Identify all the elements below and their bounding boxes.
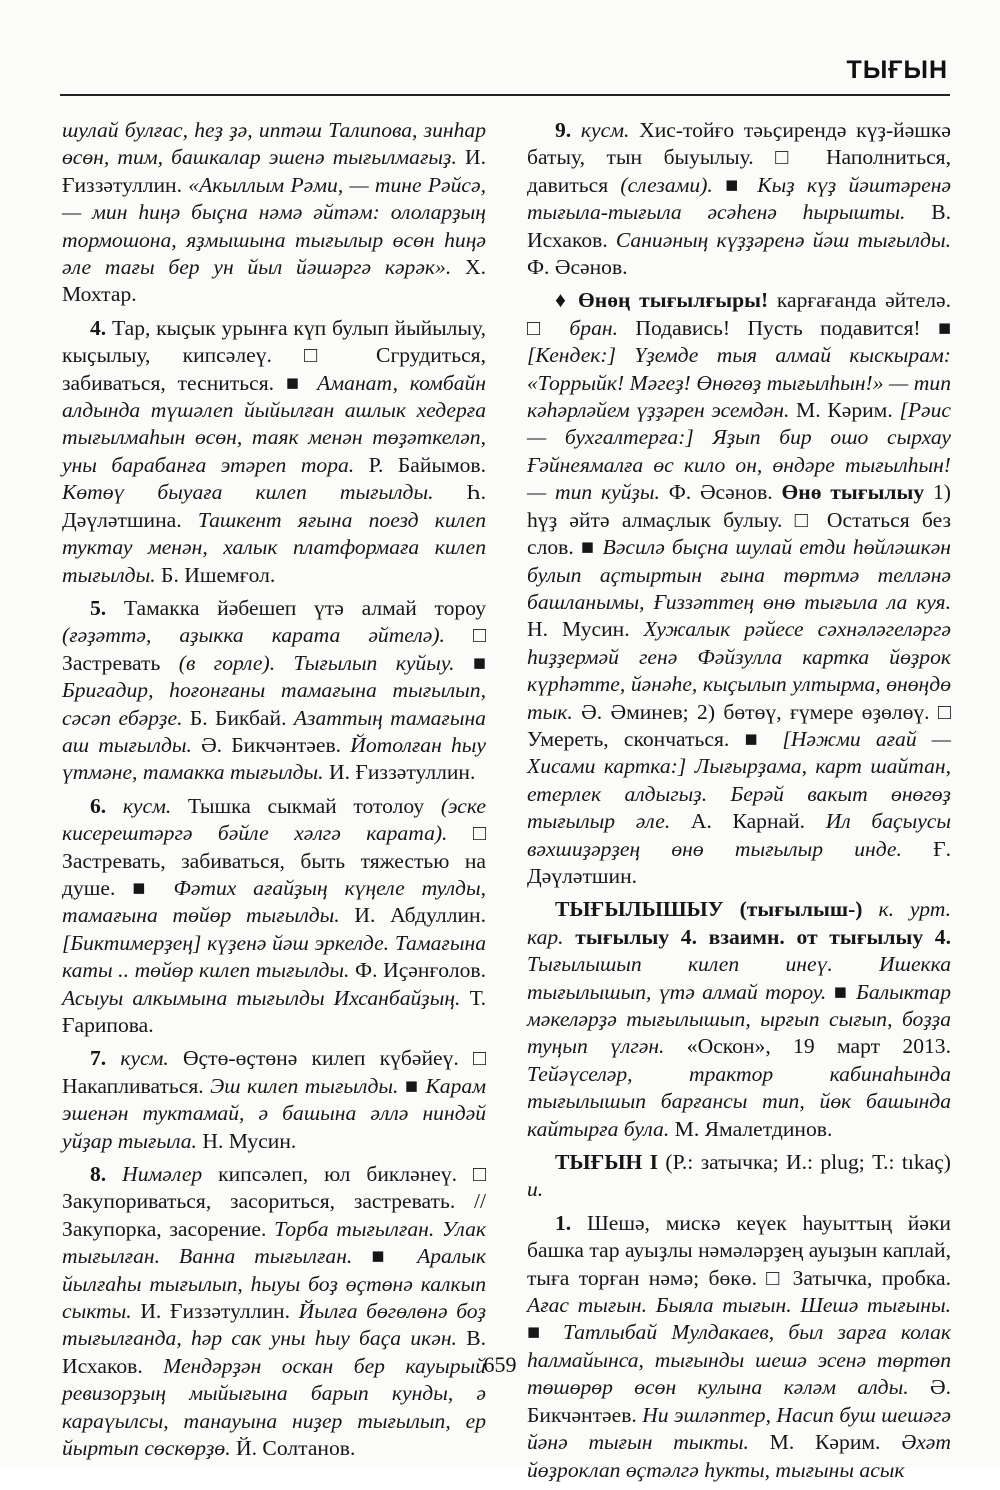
body-text: ■ [712,172,758,197]
example-text: «Акыллым Рәми, — тине Рәйсә, — мин һиңә быҫна нәмә әйтәм: ололарҙың тормошона, яҙмышына тығылыр өсөн һиңә әле тағы бер ун йыл йәшәргә кәрәк». [62,172,486,280]
bold-term: Өнө тығылыу [781,480,925,505]
bold-term: ТЫҒЫЛЫШЫУ [555,897,724,922]
body-text: А. Карнай. [670,809,826,834]
body-text: Ә. Бикчәнтәев. [527,1375,951,1427]
example-text: Тығылышып килеп инеү. Ишекка тығылышып, үтә алмай тороу. [527,952,951,1004]
bold-term: (тығылыш-) [739,897,863,922]
body-text [571,118,581,142]
body-text: □ Застревать [62,623,486,675]
example-text: кусм. [120,1046,169,1071]
example-text: [Кендек:] Үҙемде тыя алмай кыскырам: «Торрыйк! Мәгеҙ! Өнөгөҙ тығылһын!» — тип кәһәрләйем үҙҙәрен эсемдән. [527,343,951,423]
example-text: Бригадир, һоғонғаны тамағына тығылып, сәсәп ебәрҙе. [62,678,486,730]
page-number: 659 [483,1352,517,1377]
body-text: Ф. Иҫәнғолов. [349,958,486,983]
body-text: Хис-тойғо тәьҫирендә күҙ-йәшкә батыу, тын быуылыу. □ Наполниться, давиться [527,118,951,197]
example-text: Татлыбай Мулдакаев, был зарға колак һалмайынса, тығынды шешә эсенә төртөп төшөрөр өсөн кулына кәләм алды. [527,1320,951,1400]
body-text: ■ [398,1073,426,1098]
bold-term: 7. [90,1046,107,1071]
example-text: Тейәүселәр, трактор кабинаһында тығылышып барғансы тип, йөк башында кайтырға була. [527,1061,951,1141]
body-text: Һ. Дәүләтшина. [62,480,486,532]
example-text: (эске кисерештәргә бәйле хәлгә карата). [62,793,486,846]
left-column [62,117,486,1469]
body-text: Б. Бикбай. [182,705,294,730]
example-text: Ил баҫыусы вәхшиҙәрҙең өнө тығылыр инде. [527,809,951,861]
bold-term: тығылыу 4. взаимн. от тығылыу 4. [575,924,951,949]
body-text: ■ [352,1244,418,1269]
example-text: и. [527,1177,544,1202]
body-text: М. Кәрим. [789,398,900,423]
body-text: □ Застревать, забиваться, быть тяжестью на душе. ■ [62,821,486,900]
sense-4 [62,315,486,589]
body-text: Й. Солтанов. [230,1436,356,1461]
example-text: Ташкент яғына поезд килеп туктау менән, халык платформаға килеп тығылды. [62,507,487,587]
body-text: Тар, кыҫык урынға күп булып йыйылыу, кыҫылыу, кипсәлеү. □ Сгрудиться, забиваться, тесниться. ■ [62,315,486,395]
example-text: (ғәҙәттә, аҙыкка карата әйтелә). [62,623,445,648]
body-text: «Оскон», 19 март 2013. [664,1034,951,1059]
body-text: 1) һүҙ әйтә алмаҫлык булыу. □ Остаться без слов. ■ [527,480,951,560]
example-text: Эш килеп тығылды. [210,1073,399,1098]
body-text: ■ [527,1320,564,1345]
example-text: Мендәрҙән оскан бер кауырый ревизорҙың мыйығына барып кунды, ә караүылсы, танауына ниҙер тығылып, ер йыртып сөскөрҙө. [62,1353,486,1461]
example-text: Йылға бөгөлөнә боҙ тығылғанда, һәр сак уны һыу баҫа икән. [62,1299,486,1351]
body-text: Тышка сыкмай тотолоу [171,793,441,818]
body-text: Тамакка йәбешеп үтә алмай тороу [106,595,486,620]
entry-paragraph [62,117,486,309]
idiom-paragraph [527,287,951,890]
example-text: Балыктар мәкеләрҙә тығылышып, ырғып сығып, боҙҙа туңып үлгән. [527,979,951,1059]
body-text: М. Кәрим. [748,1430,902,1455]
example-text: [Рәис — бухгалтерға:] Яҙып бир ошо сырхау Ғәйнеямалға өс кило он, өндәре тығылһын! — тип куйҙы. [527,398,951,505]
example-text: Нимәлер [122,1162,203,1187]
body-text [106,794,123,818]
bold-term: ТЫҒЫН I [555,1150,659,1175]
example-text: Саниәның күҙҙәренә йәш тығылды. [615,227,951,252]
bold-term: 9. [555,118,572,142]
bold-term: ♦ Өнөң тығылғыры! [555,288,769,313]
example-text: кусм. [580,118,630,142]
example-text: Аралык йылғаһы тығылып, һыуы боҙ өҫтөнә калкып сыкты. [62,1244,486,1324]
example-text: Асыуы алкымына тығылды Ихсанбайҙың. [62,985,461,1010]
body-text: Шешә, мискә кеүек һауыттың йәки башка тар ауыҙлы нәмәләрҙең ауыҙын каплай, тыға торған нәмә; бөкө. □ Затычка, пробка. [527,1210,951,1290]
body-text: кипсәлеп, юл бикләнеү. □ Закупориваться, засориться, застревать. // Закупорка, засорение. [62,1162,487,1241]
headword-tygyn [527,1149,951,1204]
sense-5 [62,595,486,787]
sense-6 [62,793,486,1040]
tygyn-sense-1 [527,1210,951,1484]
bold-term: 5. [90,595,107,620]
body-text: Т. Ғарипова. [62,985,486,1037]
example-text: Кыҙ күҙ йәштәренә тығыла-тығыла әсәһенә һырышты. [527,172,951,225]
example-text: [Биктимерҙең] күҙенә йәш эркелде. Тамағына каты .. төйөр килеп тығылды. [62,930,486,983]
running-head: ТЫҒЫН [846,56,948,84]
header-rule [60,94,950,96]
body-text [724,897,740,921]
example-text: Йотолған һыу үтмәне, тамакка тығылды. [62,732,486,785]
example-text: (слезами). [620,172,713,197]
example-text: Аманат, комбайн алдында түшәлеп йыйылған ашлык хедерға тығылмаһын өсөн, таяк менән төҙәткеләп, уны барабанға этәреп тора. [62,370,486,477]
body-text: Подавись! Пусть подавится! ■ [617,315,951,340]
example-text: шулай булғас, һеҙ ҙә, иптәш Талипова, зинһар өсөн, тим, башкалар эшенә тығылмағыҙ. [62,118,486,170]
body-text: карғағанда әйтелә. □ [527,288,951,340]
right-column [527,117,951,1490]
example-text: Хужалык рәйесе сәхнәләгеләргә һиҙҙермәй генә Фәйзулла картка йөҙрок күрһәтте, йәнәһе, кыҫылып ултырма, өнөңдө тык. [527,617,951,724]
body-text [863,897,879,921]
body-text [564,925,576,949]
body-text: Х. Мохтар. [62,255,486,307]
example-text: Вәсилә быҫна шулай етди һөйләшкән булып аҫтыртын ғына төртмә телләнә башланымы, Ғиззәттең өнө тығыла ла куя. [527,535,952,614]
sense-7 [62,1045,486,1155]
body-text: Б. Ишемғол. [155,562,276,587]
body-text: И. Ғиззәтуллин. [131,1299,299,1324]
body-text: (Р.: затычка; И.: plug; Т.: tıkaç) [658,1150,951,1175]
example-text: Фәтих ағайҙың күңеле тулды, тамағына төйөр тығылды. [62,875,486,928]
bold-term: 6. [90,793,107,818]
body-text: И. Абдуллин. [339,903,486,928]
body-text: ■ [454,650,486,675]
example-text: к. урт. кар. [527,897,951,949]
example-text: бран. [569,315,618,340]
body-text: И. Ғиззәтуллин. [323,760,476,785]
sense-9 [527,117,951,281]
body-text: Н. Мусин. [196,1128,297,1153]
bold-term: 8. [90,1162,107,1187]
bold-term: 1. [555,1210,572,1235]
body-text: Ғ. Дәүләтшин. [527,836,952,888]
sense-8 [62,1161,486,1462]
body-text: Ә. Бикчәнтәев. [191,732,351,757]
body-text: Р. Байымов. [354,452,487,477]
body-text: М. Ямалетдинов. [669,1116,833,1141]
example-text: (в горле). Тығылып куйыу. [178,650,455,675]
body-text [106,1162,122,1186]
example-text: Ағас тығын. Быяла тығын. Шешә тығыны. [527,1293,951,1318]
body-text: Өҫтө-өҫтөнә килеп күбәйеү. □ Накапливаться. [62,1046,486,1098]
body-text [106,1046,120,1070]
body-text: Н. Мусин. [527,617,644,642]
example-text: Ни эшләптер, Насип буш шешәгә йәнә тығын тыкты. [527,1402,951,1455]
example-text: Көтөү быуаға килеп тығылды. [62,480,434,505]
example-text: Әхәт йөҙроклап өҫтәлгә һукты, тығыны асык [527,1430,951,1482]
body-text: В. Исхаков. [527,200,951,252]
headword-tygylyshyu [527,896,951,1143]
example-text: [Нәжми ағай — Хисами картка:] Лығырҙама, карт шайтан, етерлек алдыгыҙ. Берәй вакыт өнөгөҙ тығылыр әле. [527,726,952,834]
example-text: кусм. [122,793,172,818]
example-text: Торба тығылған. Улак тығылған. Ванна тығылған. [62,1216,486,1269]
body-text: В. Исхаков. [62,1326,486,1378]
body-text: Ф. Әсәнов. [659,480,782,505]
body-text: Ф. Әсәнов. [527,255,628,280]
body-text: Ә. Әминев; 2) бөтөү, ғүмере өҙөлөү. □ Умереть, скончаться. ■ [527,699,951,751]
bold-term: 4. [90,315,107,340]
body-text: ■ [826,979,857,1004]
example-text: Азаттың тамағына аш тығылды. [62,705,486,757]
example-text: Карам эшенән туктамай, ә башына әллә ниндәй уйҙар тығыла. [62,1073,486,1153]
body-text: И. Ғиззәтуллин. [62,145,486,197]
